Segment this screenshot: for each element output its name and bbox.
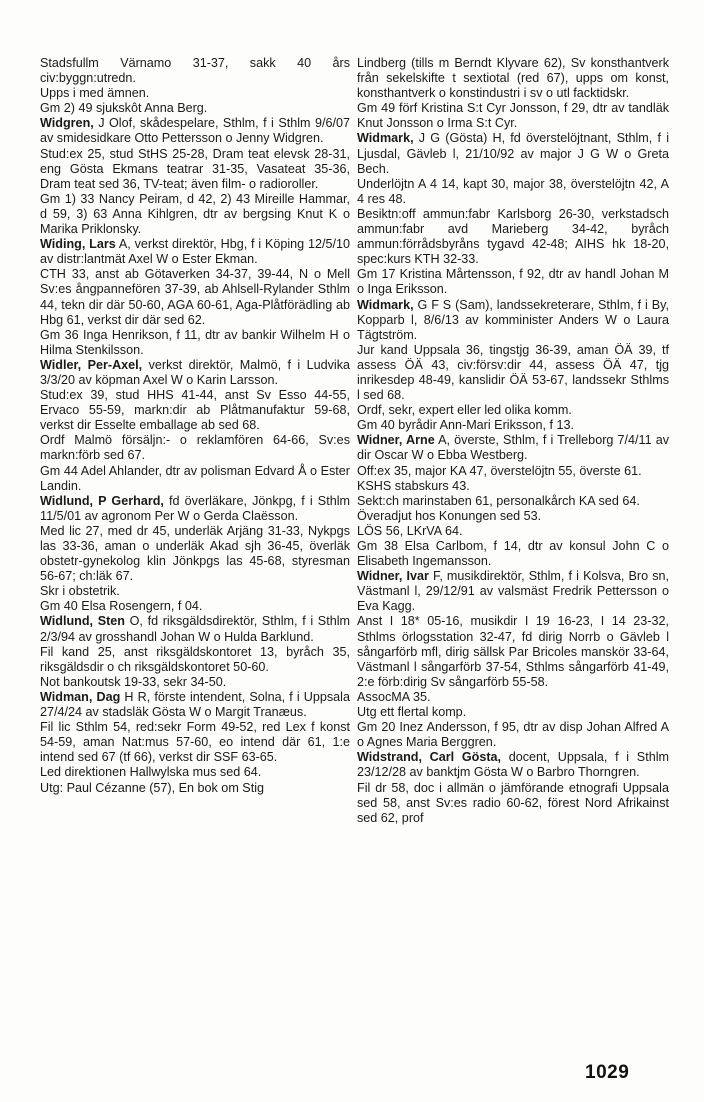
entry-line: Gm 36 Inga Henrikson, f 11, dtr av bankir Wilhelm H o Hilma Stenkilsson. (40, 327, 350, 357)
entry-line: Lindberg (tills m Berndt Klyvare 62), Sv konsthantverk från sekelskifte t sextiotal (red 67), upps om konst, konsthantverk o konstindustri i sv o utl facktidskr. (357, 56, 669, 101)
biography-entry (40, 358, 350, 494)
entry-heading (357, 750, 669, 780)
entry-name: Widman, Dag (40, 689, 121, 704)
entry-line: Skr i obstetrik. (40, 584, 120, 599)
entry-intro: F, musikdirektör, Sthlm, f i Kolsva, Bro sn, Västmanl l, 29/12/91 av valsmäst Fredrik Pettersson o Eva Kagg. (357, 569, 670, 614)
biography-entry (40, 56, 350, 116)
entry-line: Gm 2) 49 sjukskôt Anna Berg. (40, 101, 208, 116)
entry-heading (357, 298, 669, 343)
biography-entry (357, 433, 669, 569)
entry-name: Widner, Arne (357, 433, 435, 448)
entry-line: Gm 40 Elsa Rosengern, f 04. (40, 599, 203, 614)
entry-name: Widmark, (357, 131, 414, 146)
entry-name: Widlund, P Gerhard, (40, 493, 164, 508)
entry-heading (40, 690, 350, 720)
entry-heading (40, 494, 350, 524)
entry-intro: A, överste, Sthlm, f i Trelleborg 7/4/11 av dir Oscar W o Ebba Westberg. (357, 433, 669, 463)
entry-intro: docent, Uppsala, f i Sthlm 23/12/28 av banktjm Gösta W o Barbro Thorngren. (357, 750, 669, 780)
entry-line: Upps i med ämnen. (40, 86, 150, 101)
entry-line: LÖS 56, LKrVA 64. (357, 523, 463, 538)
entry-intro: A, verkst direktör, Hbg, f i Köping 12/5/10 av distr:lantmät Axel W o Ester Ekman. (40, 237, 351, 267)
entry-line: Not bankoutsk 19-33, sekr 34-50. (40, 674, 227, 689)
entry-line: Fil kand 25, anst riksgäldskontoret 13, byråch 35, riksgäldsdir o ch riksgäldskontoret 50-60. (40, 644, 350, 674)
entry-line: Ordf, sekr, expert eller led olika komm. (357, 403, 572, 418)
entry-line: KSHS stabskurs 43. (357, 478, 470, 493)
entry-name: Widgren, (40, 116, 94, 131)
biography-entry (40, 690, 350, 796)
entry-line: CTH 33, anst ab Götaverken 34-37, 39-44, N o Mell Sv:es ångpannefören 37-39, ab Ahlsell-Rylander Sthlm 44, tekn dir där 50-60, AGA 60-61, Aga-Plåtförädling ab Hbg 61, verkst dir där sed 62. (40, 267, 350, 327)
entry-line: Off:ex 35, major KA 47, överstelöjtn 55, överste 61. (357, 463, 642, 478)
entry-intro: H R, förste intendent, Solna, f i Uppsala 27/4/24 av stadsläk Gösta W o Margit Tranæus. (40, 689, 350, 720)
biography-entry (357, 750, 669, 825)
entry-intro: fd överläkare, Jönkpg, f i Sthlm 11/5/01 av agronom Per W o Gerda Claësson. (40, 493, 350, 523)
entry-line: Fil lic Sthlm 54, red:sekr Form 49-52, red Lex f konst 54-59, aman Nat:mus 57-60, eo intend där 61, 1:e intend sed 67 (tf 66), verkst dir SSF 63-65. (40, 720, 350, 765)
entry-line: Stadsfullm Värnamo 31-37, sakk 40 års civ:byggn:utredn. (40, 56, 350, 86)
entry-line: Överadjut hos Konungen sed 53. (357, 508, 542, 523)
entry-line: Gm 20 Inez Andersson, f 95, dtr av disp Johan Alfred A o Agnes Maria Berggren. (357, 720, 669, 750)
entry-heading (357, 569, 669, 614)
entry-heading (40, 358, 350, 388)
page-number: 1029 (585, 1062, 630, 1083)
entry-line: Gm 40 byrådir Ann-Mari Eriksson, f 13. (357, 418, 574, 433)
biography-entry (40, 494, 350, 615)
entry-line: Jur kand Uppsala 36, tingstjg 36-39, aman ÖÄ 39, tf assess ÖÄ 43, civ:försv:dir 44, assess ÖÄ 47, tjg inrikesdep 48-49, kanslidir ÖÄ 53-67, landssekr Sthlms l sed 68. (357, 342, 669, 403)
entry-line: Stud:ex 25, stud StHS 25-28, Dram teat elevsk 28-31, eng Gösta Ekmans teatrar 31-35, Vasateat 35-36, Dram teat sed 36, TV-teat; även film- o radioroller. (40, 146, 350, 191)
biography-entry (357, 131, 669, 297)
right-column (357, 56, 669, 826)
entry-name: Widing, Lars (40, 237, 116, 252)
entry-heading (40, 116, 350, 146)
entry-intro: J Olof, skådespelare, Sthlm, f i Sthlm 9/6/07 av smidesidkare Otto Pettersson o Jenny Widgren. (40, 116, 350, 146)
entry-line: AssocMA 35. (357, 689, 431, 704)
entry-line: Gm 44 Adel Ahlander, dtr av polisman Edvard Å o Ester Landin. (40, 463, 350, 493)
entry-name: Widlund, Sten (40, 614, 125, 629)
entry-line: Anst I 18* 05-16, musikdir I 19 16-23, I 14 23-32, Sthlms örlogsstation 32-47, fd dirig Norrb o Gävleb l sångarförb mfl, dirig sällsk Par Bricoles manskör 33-64, Västmanl l sångarförb 37-54, Sthlms sångarförb 41-49, 2:e förb:dirig Sv sångarförb 55-58. (357, 614, 669, 689)
entry-line: Gm 17 Kristina Mårtensson, f 92, dtr av handl Johan M o Inga Eriksson. (357, 267, 669, 297)
biography-entry (357, 56, 669, 131)
biography-entry (40, 237, 350, 358)
entry-line: Fil dr 58, doc i allmän o jämförande etnografi Uppsala sed 58, anst Sv:es radio 60-62, förest Nord Afrikainst sed 62, prof (357, 780, 669, 825)
left-column (40, 56, 350, 796)
entry-name: Widler, Per-Axel, (40, 357, 143, 372)
biography-entry (40, 116, 350, 237)
entry-line: Ordf Malmö försäljn:- o reklamfören 64-66, Sv:es markn:förb sed 67. (40, 433, 350, 463)
biography-entry (357, 298, 669, 434)
entry-line: Gm 49 förf Kristina S:t Cyr Jonsson, f 29, dtr av tandläk Knut Jonsson o Irma S:t Cyr. (357, 101, 669, 131)
biography-entry (40, 614, 350, 689)
entry-heading (40, 614, 350, 644)
entry-heading (40, 237, 350, 267)
entry-name: Widmark, (357, 297, 414, 312)
entry-line: Utg ett flertal komp. (357, 705, 467, 720)
entry-intro: O, fd riksgäldsdirektör, Sthlm, f i Sthlm 2/3/94 av grosshandl Johan W o Hulda Barklund. (40, 614, 350, 644)
entry-line: Gm 38 Elsa Carlbom, f 14, dtr av konsul John C o Elisabeth Ingemansson. (357, 539, 669, 569)
entry-intro: G F S (Sam), landssekreterare, Sthlm, f i By, Kopparb l, 8/6/13 av komminister Anders W o Laura Tägtström. (357, 297, 669, 342)
entry-heading (357, 433, 669, 463)
entry-line: Med lic 27, med dr 45, underläk Arjäng 31-33, Nykpgs las 33-36, aman o underläk Akad sjh 36-45, överläk obstetr-gynekolog klin Jönkpgs las 45-68, styresman 56-67; ch:läk 67. (40, 523, 350, 584)
entry-intro: verkst direktör, Malmö, f i Ludvika 3/3/20 av köpman Axel W o Karin Larsson. (40, 357, 350, 387)
entry-line: Led direktionen Hallwylska mus sed 64. (40, 765, 262, 780)
entry-line: Stud:ex 39, stud HHS 41-44, anst Sv Esso 44-55, Ervaco 55-59, markn:dir ab Plåtmanufaktur 59-68, verkst dir Esselte emballage ab sed 68. (40, 388, 350, 433)
biography-entry (357, 569, 669, 750)
entry-name: Widner, Ivar (357, 569, 429, 584)
entry-line: Besiktn:off ammun:fabr Karlsborg 26-30, verkstadsch ammun:fabr avd Marieberg 34-42, byråch ammun:förrådsbyråns tygavd 42-48; AIHS hk 18-20, spec:kurs KTH 32-33. (357, 206, 669, 267)
entry-name: Widstrand, Carl Gösta, (357, 750, 502, 765)
entry-heading (357, 131, 669, 176)
entry-line: Underlöjtn A 4 14, kapt 30, major 38, överstelöjtn 42, A 4 res 48. (357, 176, 669, 206)
entry-line: Sekt:ch marinstaben 61, personalkårch KA sed 64. (357, 493, 640, 508)
entry-line: Gm 1) 33 Nancy Peiram, d 42, 2) 43 Mireille Hammar, d 59, 3) 63 Anna Kihlgren, dtr av bergsing Knut K o Marika Priklonsky. (40, 191, 350, 237)
entry-intro: J G (Gösta) H, fd överstelöjtnant, Sthlm, f i Ljusdal, Gävleb l, 21/10/92 av major J G W o Greta Bech. (357, 131, 669, 176)
entry-line: Utg: Paul Cézanne (57), En bok om Stig (40, 780, 265, 795)
